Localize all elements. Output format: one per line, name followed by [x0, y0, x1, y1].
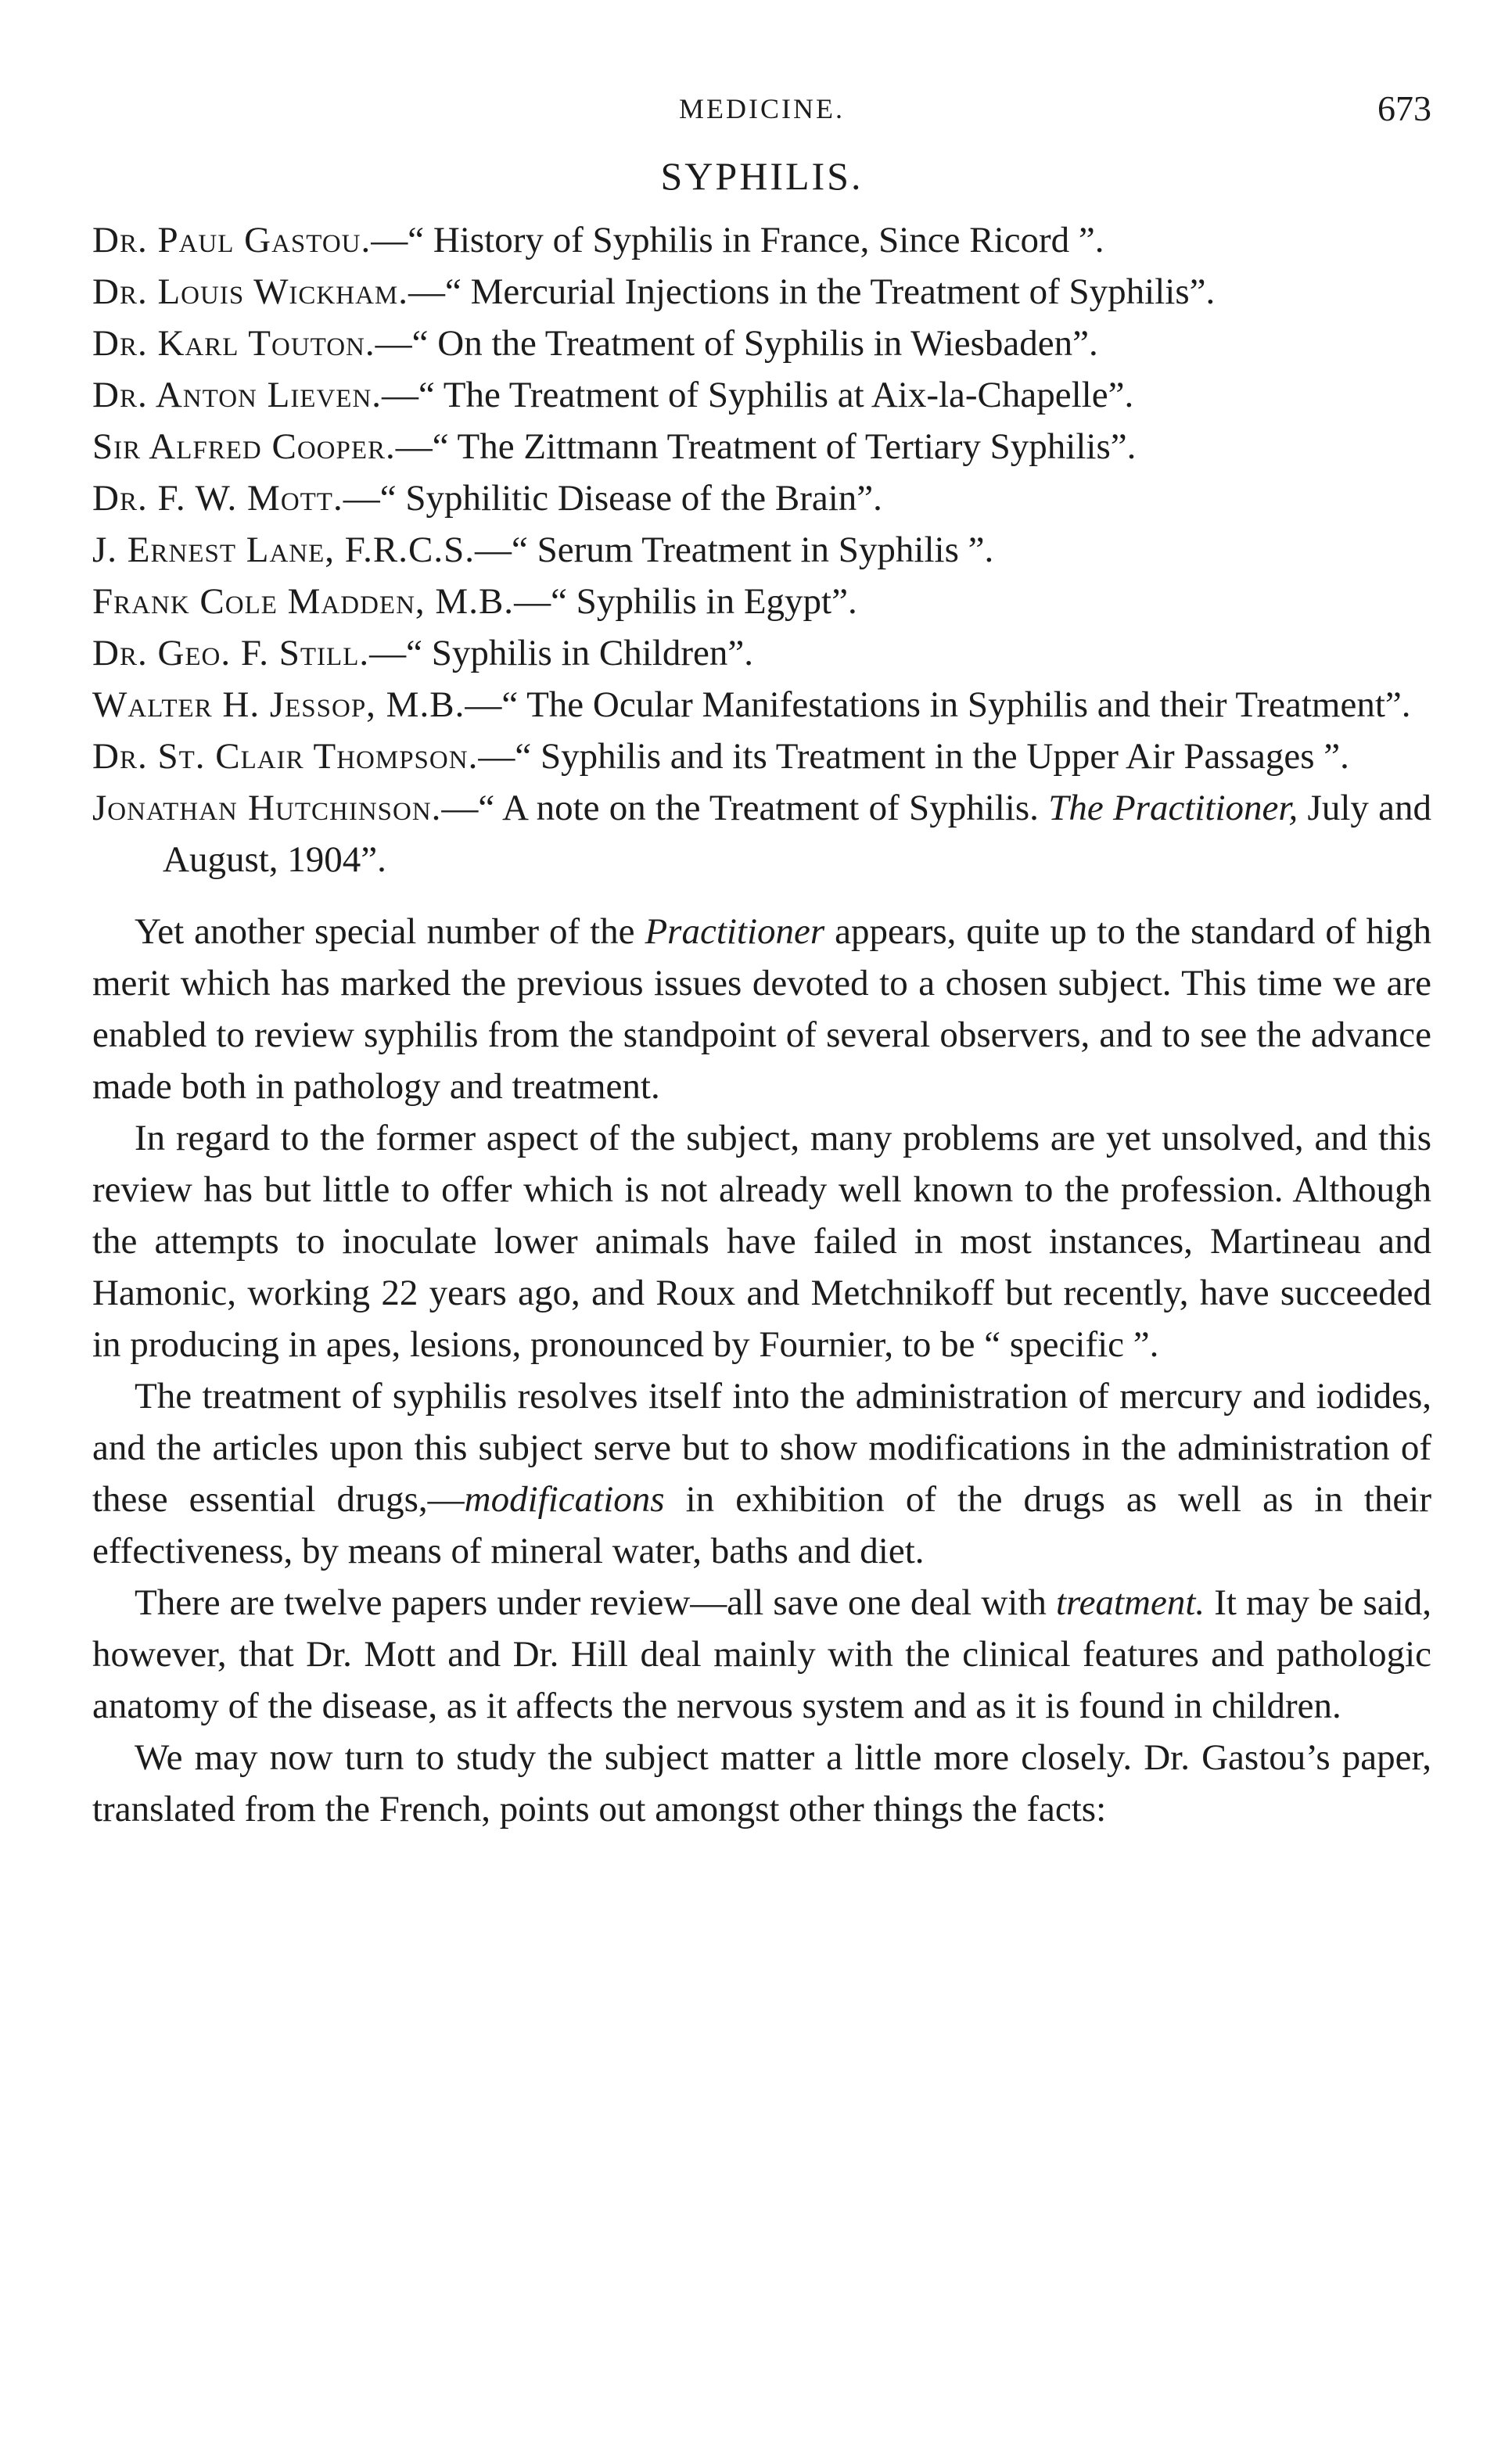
paragraph [92, 906, 1431, 1112]
paragraph-text: Yet another special number of the [135, 911, 645, 952]
reference-item [92, 266, 1431, 318]
reference-list [92, 214, 1431, 885]
paragraph-text: It may be said, however, that Dr. Mott and Dr. Hill deal mainly with the clinical features and pathologic anatomy of the disease, as it affects the nervous system and as it is found in children. [92, 1582, 1431, 1726]
reference-date: July and August, 1904”. [163, 788, 1432, 880]
section-title: SYPHILIS. [660, 154, 864, 198]
reference-item [92, 318, 1431, 369]
reference-title: —“ Syphilis in Children”. [369, 633, 753, 673]
reference-title: —“ The Ocular Manifestations in Syphilis and their Treatment”. [465, 684, 1411, 725]
paragraph-text: in exhibition of the drugs as well as in their effectiveness, by means of mineral water, baths and diet. [92, 1479, 1431, 1571]
paragraph [92, 1370, 1431, 1577]
running-title: MEDICINE. [679, 93, 845, 124]
reference-title: —“ The Treatment of Syphilis at Aix-la-Chapelle”. [382, 375, 1134, 415]
running-head [92, 78, 1431, 127]
reference-item [92, 524, 1431, 576]
page [92, 78, 1431, 1835]
reference-author: Jonathan Hutchinson. [92, 788, 442, 828]
paragraph: In regard to the former aspect of the subject, many problems are yet unsolved, and this review has but little to offer which is not already well known to the profession. Although the attempts to inoculate lower animals have failed in most instances, Martineau and Hamonic, working 22 years ago, and Roux and Metchnikoff but recently, have succeeded in producing in apes, lesions, pronounced by Fournier, to be “ specific ”. [92, 1118, 1431, 1365]
reference-author: Dr. Paul Gastou. [92, 220, 372, 260]
reference-author: Walter H. Jessop, M.B. [92, 684, 465, 725]
reference-title: —“ Syphilis in Egypt”. [514, 581, 857, 622]
reference-author: Dr. Anton Lieven. [92, 375, 382, 415]
paragraph-text: The treatment of syphilis resolves itself into the administration of mercury and iodides, and the articles upon this subject serve but to show modifications in the administration of these essential drugs,— [92, 1376, 1431, 1520]
reference-title: —“ On the Treatment of Syphilis in Wiesbaden”. [375, 323, 1098, 364]
paragraph: We may now turn to study the subject matter a little more closely. Dr. Gastou’s paper, translated from the French, points out amongst other things the facts: [92, 1737, 1431, 1830]
reference-author: J. Ernest Lane, F.R.C.S. [92, 530, 476, 570]
reference-author: Frank Cole Madden, M.B. [92, 581, 515, 622]
page-number: 673 [1377, 88, 1431, 128]
reference-title: —“ A note on the Treatment of Syphilis. [441, 788, 1039, 828]
reference-title: —“ Syphilis and its Treatment in the Upper Air Passages ”. [478, 736, 1349, 777]
reference-item [92, 576, 1431, 627]
reference-title: —“ Syphilitic Disease of the Brain”. [343, 478, 882, 519]
reference-author: Dr. Karl Touton. [92, 323, 375, 364]
paragraph-text: There are twelve papers under review—all save one deal with [135, 1582, 1056, 1623]
emphasis: treatment. [1056, 1582, 1205, 1623]
reference-author: Dr. Geo. F. Still. [92, 633, 370, 673]
reference-item [92, 421, 1431, 472]
reference-title: —“ Mercurial Injections in the Treatment of Syphilis”. [408, 271, 1216, 312]
reference-author: Sir Alfred Cooper. [92, 426, 396, 467]
body-text [92, 906, 1431, 1835]
reference-item [92, 369, 1431, 421]
reference-item [92, 214, 1431, 266]
reference-item [92, 627, 1431, 679]
reference-item [92, 731, 1431, 782]
reference-title: —“ History of Syphilis in France, Since Ricord ”. [371, 220, 1104, 260]
reference-item [92, 782, 1431, 885]
paragraph-text: appears, quite up to the standard of high merit which has marked the previous issues devoted to a chosen subject. This time we are enabled to review syphilis from the standpoint of several observers, and to see the advance made both in pathology and treatment. [92, 911, 1431, 1107]
reference-author: Dr. Louis Wickham. [92, 271, 409, 312]
reference-journal: The Practitioner, [1048, 788, 1298, 828]
reference-author: Dr. F. W. Mott. [92, 478, 343, 519]
reference-title: —“ Serum Treatment in Syphilis ”. [475, 530, 994, 570]
reference-item [92, 472, 1431, 524]
reference-item [92, 679, 1431, 731]
reference-author: Dr. St. Clair Thompson. [92, 736, 479, 777]
paragraph [92, 1577, 1431, 1732]
reference-title: —“ The Zittmann Treatment of Tertiary Syphilis”. [395, 426, 1137, 467]
emphasis: modifications [464, 1479, 665, 1520]
journal-name: Practitioner [645, 911, 825, 952]
